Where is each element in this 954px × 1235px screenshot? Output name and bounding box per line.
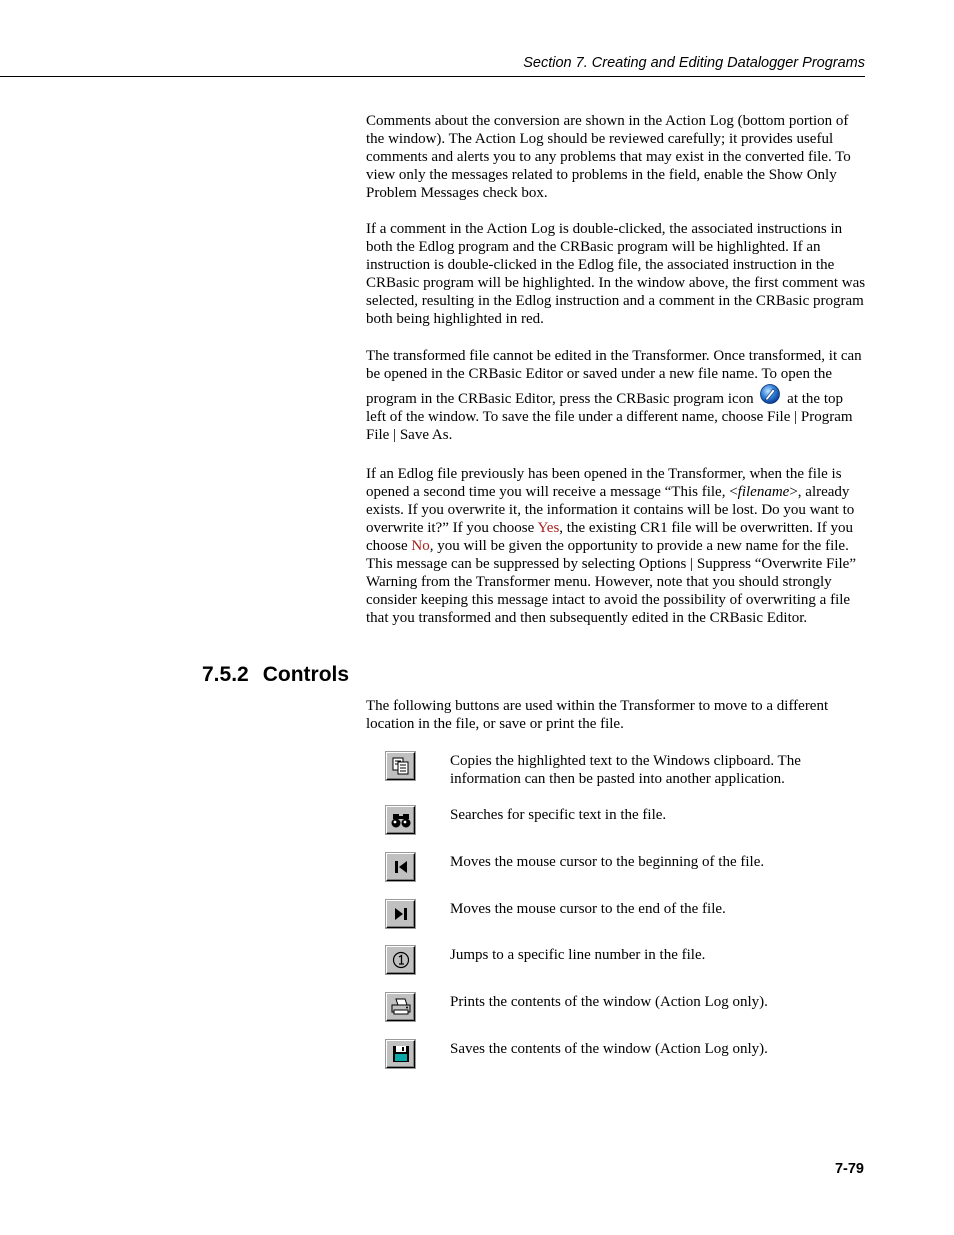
paragraph-text-part: , you will be given the opportunity to provide a new name for the file. This message can be suppressed by selecting Options | Suppress “Overwrite File” Warning from the Transformer menu. However, note that you should strongly consider keeping this message intact to avoid the possibility of overwriting a file that you transformed and then subsequently edited in the CRBasic Editor. bbox=[366, 538, 856, 626]
paragraph-text: If a comment in the Action Log is double-clicked, the associated instructions in both the Edlog program and the CRBasic program will be highlighted. If an instruction is double-clicked in the Edlog file, the associated instruction in the CRBasic program will be highlighted. In the window above, the first comment was selected, resulting in the Edlog instruction and a comment in the CRBasic program both being highlighted in red. bbox=[366, 221, 866, 327]
go-to-line-button[interactable] bbox=[386, 946, 415, 974]
go-to-beginning-button[interactable] bbox=[386, 853, 415, 881]
section-heading-title: Controls bbox=[262, 663, 350, 686]
paragraph-text-part: >, already exists. If you overwrite it, the information it contains will be lost. Do you want to overwrite it?” If you choose bbox=[366, 484, 855, 536]
copy-icon bbox=[391, 756, 411, 776]
save-description: Saves the contents of the window (Action Log only). bbox=[450, 1041, 768, 1057]
paragraph-text: Comments about the conversion are shown in the Action Log (bottom portion of the window). The Action Log should be reviewed carefully; it provides useful comments and alerts you to any problems that may exist in the converted file. To view only the messages related to problems in the field, enable the Show Only Problem Messages check box. bbox=[366, 113, 851, 201]
section-title: Section 7. Creating and Editing Datalogger Programs bbox=[523, 55, 865, 71]
section-heading bbox=[202, 663, 349, 687]
binoculars-icon bbox=[390, 810, 412, 830]
go-to-line-icon bbox=[391, 950, 411, 970]
floppy-disk-icon bbox=[391, 1044, 411, 1064]
go-to-end-button[interactable] bbox=[386, 900, 415, 928]
go-to-beginning-icon bbox=[392, 858, 410, 876]
paragraph-transformed-file bbox=[366, 347, 866, 444]
find-button[interactable] bbox=[386, 806, 415, 834]
paragraph-text-part: If an Edlog file previously has been opened in the Transformer, when the file is opened a second time you will receive a message “This file, < bbox=[366, 466, 842, 500]
paragraph-text-part: at the top left of the window. To save the file under a different name, choose File | Program File | Save As. bbox=[366, 391, 853, 443]
go-to-line-description: Jumps to a specific line number in the file. bbox=[450, 947, 706, 963]
paragraph-text-part: The transformed file cannot be edited in the Transformer. Once transformed, it can be opened in the CRBasic Editor or saved under a new file name. To open the program in the CRBasic Editor, press the CRBasic program icon bbox=[366, 348, 862, 407]
go-to-end-icon bbox=[392, 905, 410, 923]
save-button[interactable] bbox=[386, 1040, 415, 1068]
filename-placeholder: filename bbox=[737, 484, 790, 500]
print-description: Prints the contents of the window (Action Log only). bbox=[450, 994, 768, 1010]
page-number: 7-79 bbox=[834, 1161, 864, 1177]
paragraph-text: The following buttons are used within the Transformer to move to a different location in the file, or save or print the file. bbox=[366, 698, 829, 732]
paragraph-text-part: , the existing CR1 file will be overwritten. If you choose bbox=[366, 520, 853, 554]
go-to-beginning-description: Moves the mouse cursor to the beginning of the file. bbox=[450, 854, 765, 870]
page-header bbox=[0, 55, 865, 77]
paragraph-text bbox=[366, 465, 866, 627]
copy-button[interactable] bbox=[386, 752, 415, 780]
print-button[interactable] bbox=[386, 993, 415, 1021]
yes-option-text: Yes bbox=[537, 520, 560, 536]
copy-description: Copies the highlighted text to the Windows clipboard. The information can then be pasted into another application. bbox=[450, 753, 801, 787]
find-description: Searches for specific text in the file. bbox=[450, 807, 667, 823]
controls-intro bbox=[366, 697, 866, 733]
no-option-text: No bbox=[411, 538, 430, 554]
paragraph-double-click bbox=[366, 220, 866, 328]
go-to-end-description: Moves the mouse cursor to the end of the file. bbox=[450, 901, 726, 917]
printer-icon bbox=[390, 997, 412, 1017]
paragraph-text bbox=[366, 347, 866, 444]
section-number: 7.5.2 bbox=[202, 663, 249, 686]
paragraph-action-log bbox=[366, 112, 866, 202]
paragraph-overwrite bbox=[366, 465, 866, 627]
crbasic-program-icon bbox=[759, 383, 781, 405]
